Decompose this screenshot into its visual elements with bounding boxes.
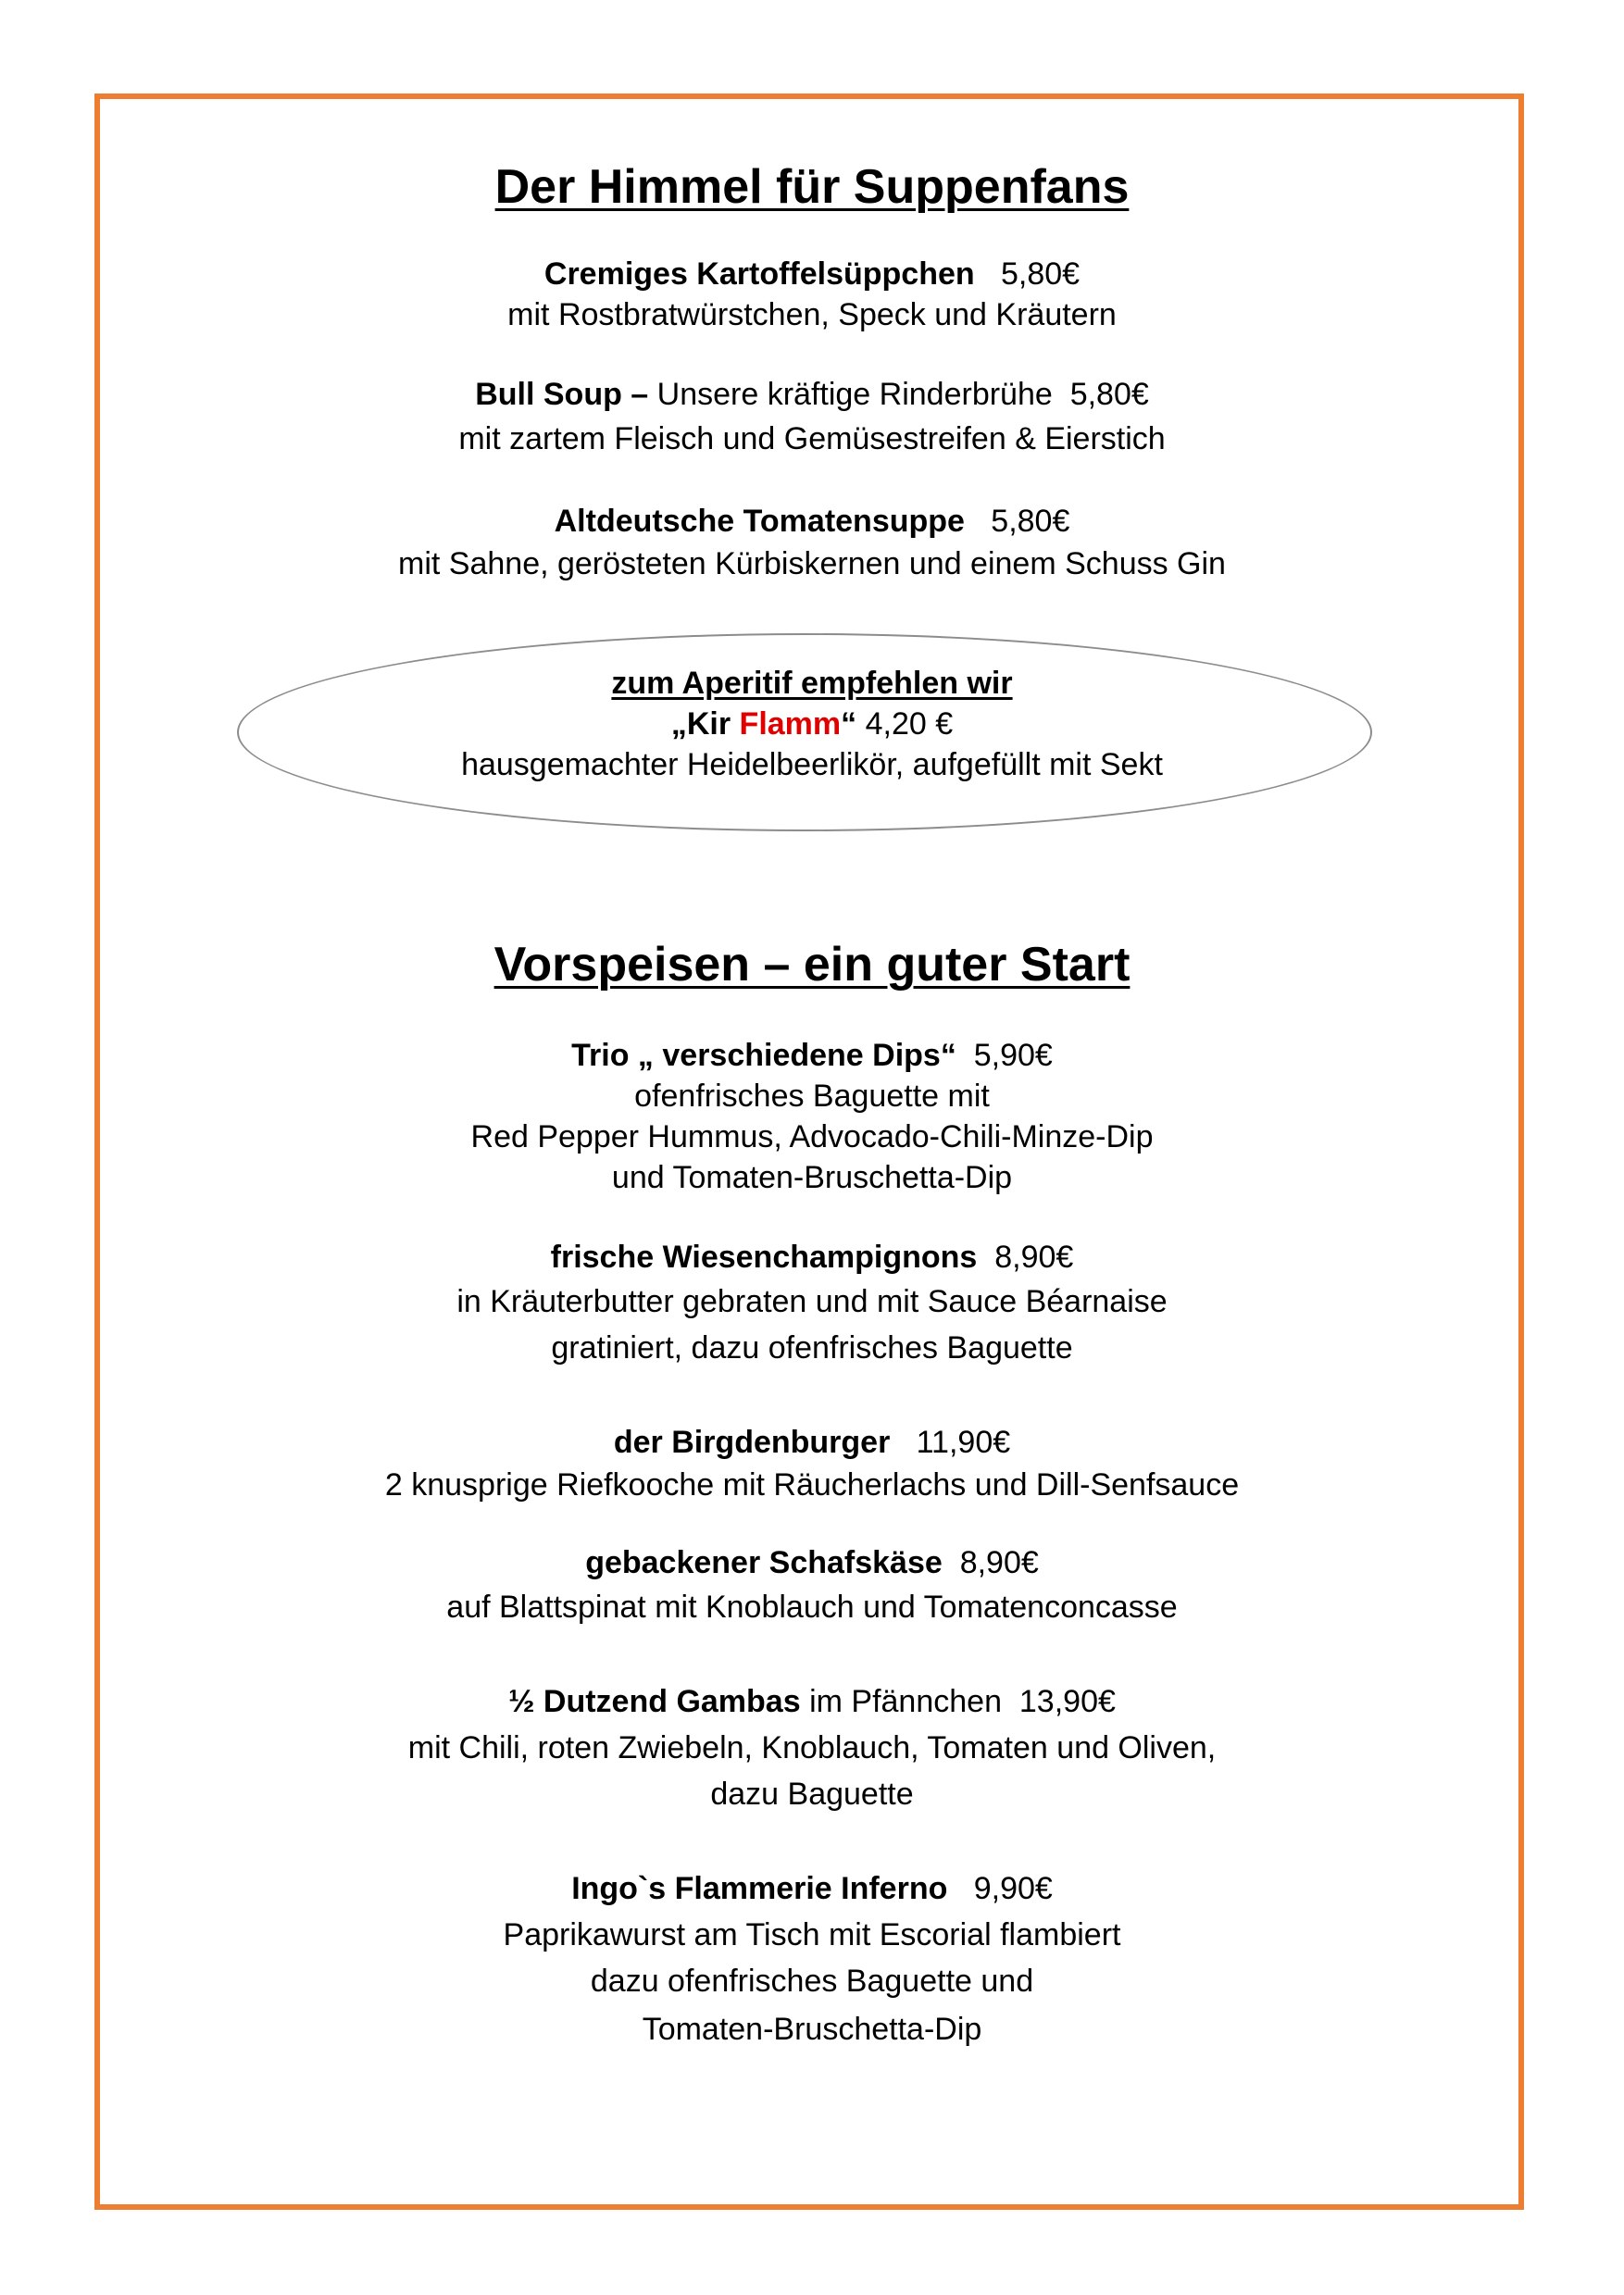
aperitif-price: 4,20 € xyxy=(865,706,954,742)
item-description: gratiniert, dazu ofenfrisches Baguette xyxy=(551,1330,1073,1366)
item-price: 8,90€ xyxy=(994,1240,1074,1275)
item-name: der Birgdenburger xyxy=(613,1425,891,1460)
menu-item-title xyxy=(0,1239,1624,1276)
item-description: und Tomaten-Bruschetta-Dip xyxy=(611,1160,1013,1195)
menu-item-title xyxy=(0,503,1624,540)
aperitif-item xyxy=(0,705,1624,742)
aperitif-name-highlight: Flamm xyxy=(739,706,842,742)
item-description: 2 knusprige Riefkooche mit Räucherlachs und Dill-Senfsauce xyxy=(384,1467,1240,1503)
menu-item-title xyxy=(0,1683,1624,1720)
menu-item-title xyxy=(0,1544,1624,1581)
item-price: 11,90€ xyxy=(916,1425,1011,1460)
item-description: mit Chili, roten Zwiebeln, Knoblauch, Tomaten und Oliven, xyxy=(407,1730,1217,1765)
item-description: mit Rostbratwürstchen, Speck und Kräutern xyxy=(507,297,1117,332)
section-heading-starters: Vorspeisen – ein guter Start xyxy=(493,938,1131,992)
item-name: ½ Dutzend Gambas xyxy=(508,1684,801,1719)
item-name: Cremiges Kartoffelsüppchen xyxy=(543,256,975,292)
item-description: mit Sahne, gerösteten Kürbiskernen und einem Schuss Gin xyxy=(398,546,1226,581)
item-price: 5,80€ xyxy=(1069,377,1149,412)
item-price: 9,90€ xyxy=(973,1871,1053,1906)
item-description: Tomaten-Bruschetta-Dip xyxy=(642,2012,982,2047)
aperitif-name-close: “ xyxy=(841,706,857,742)
item-description: mit zartem Fleisch und Gemüsestreifen & Eierstich xyxy=(458,421,1166,456)
item-name: frische Wiesenchampignons xyxy=(550,1240,978,1275)
item-description: Red Pepper Hummus, Advocado-Chili-Minze-Dip xyxy=(470,1119,1154,1154)
item-description: ofenfrisches Baguette mit xyxy=(634,1079,990,1114)
menu-item-title xyxy=(0,1037,1624,1074)
item-name: gebackener Schafskäse xyxy=(585,1545,943,1580)
aperitif-name-open: „Kir xyxy=(670,706,740,742)
item-subtitle: im Pfännchen xyxy=(809,1684,1002,1719)
item-description: dazu ofenfrisches Baguette und xyxy=(590,1964,1034,1999)
item-description: auf Blattspinat mit Knoblauch und Tomatenconcasse xyxy=(446,1590,1178,1625)
menu-item-title xyxy=(0,1424,1624,1461)
item-price: 8,90€ xyxy=(959,1545,1039,1580)
item-price: 5,90€ xyxy=(973,1038,1053,1073)
item-description: in Kräuterbutter gebraten und mit Sauce Béarnaise xyxy=(456,1284,1168,1319)
item-description: dazu Baguette xyxy=(710,1777,914,1812)
item-price: 5,80€ xyxy=(991,504,1070,539)
item-name: Bull Soup – xyxy=(475,377,657,412)
item-name: Trio „ verschiedene Dips“ xyxy=(571,1038,956,1073)
item-name: Ingo`s Flammerie Inferno xyxy=(571,1871,948,1906)
item-price: 13,90€ xyxy=(1018,1684,1116,1719)
menu-item-title xyxy=(0,376,1624,413)
menu-item-title xyxy=(0,1870,1624,1907)
aperitif-description: hausgemachter Heidelbeerlikör, aufgefüllt mit Sekt xyxy=(461,747,1163,782)
section-heading-soups: Der Himmel für Suppenfans xyxy=(494,160,1130,214)
item-description: Paprikawurst am Tisch mit Escorial flambiert xyxy=(503,1917,1121,1952)
item-subtitle: Unsere kräftige Rinderbrühe xyxy=(656,377,1053,412)
menu-item-title xyxy=(0,256,1624,293)
aperitif-title-text: zum Aperitif empfehlen wir xyxy=(611,666,1013,701)
aperitif-title xyxy=(0,665,1624,702)
item-price: 5,80€ xyxy=(1001,256,1081,292)
item-name: Altdeutsche Tomatensuppe xyxy=(554,504,965,539)
